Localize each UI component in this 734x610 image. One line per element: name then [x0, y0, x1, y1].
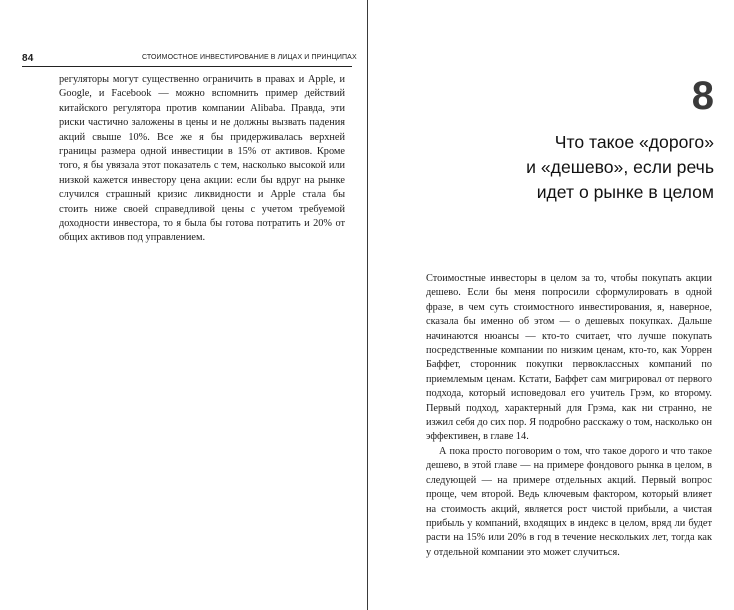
body-paragraph: регуляторы могут существенно ограничить в правах и Apple, и Google, и Facebook — можно вспомнить пример действий китайского регулятора против компании Alibaba. Правда, эти риски частично заложены в цены и не должны вызвать падения акций свыше 10%. Все же я бы придерживалась верхней границы размера одной инвестиции в 15% от активов. Кроме того, я бы увязала этот показатель с тем, насколько высокой или низкой кажется инвестору цена акции: если бы вдруг на рынке случился страшный кризис ликвидности и Apple стала бы стоить ниже своей справедливой цены с учетом требуемой доходности инвестора, то я была бы готова потратить и 20% от общих активов под управлением.: [59, 74, 345, 244]
chapter-title: [394, 130, 714, 205]
header-rule: [22, 66, 352, 67]
running-head: СТОИМОСТНОЕ ИНВЕСТИРОВАНИЕ В ЛИЦАХ И ПРИНЦИПАХ: [142, 54, 357, 61]
body-paragraph: А пока просто поговорим о том, что такое дорого и что такое дешево, в этой главе — на примере фондового рынка в целом, в следующей — на примере отдельных акций. Первый вопрос проще, чем второй. Ведь ключевым фактором, который влияет на стоимость акций, является рост чистой прибыли, а чистая прибыль у компаний, входящих в индекс в целом, вряд ли будет расти на 15% или 20% в год в течение нескольких лет, тогда как у отдельной компании это может случиться.: [426, 445, 712, 558]
right-page: [368, 0, 734, 610]
chapter-number: 8: [691, 74, 714, 118]
chapter-title-line: идет о рынке в целом: [536, 182, 714, 202]
body-paragraph: Стоимостные инвесторы в целом за то, чтобы покупать акции дешево. Если бы меня попросили сформулировать в одной фразе, в чем суть стоимостного инвестирования, я, наверное, сказала бы именно об этом — о дешевых покупках. Дальше начинаются нюансы — кто-то считает, что лучше покупать посредственные компании по низким ценам, кто-то, как Уоррен Баффет, сторонник покупки первоклассных компаний по приемлемым ценам. Кстати, Баффет сам мигрировал от первого подхода, который исповедовал его учитель Грэм, ко второму. Первый подход, характерный для Грэма, как ни странно, не изжил себя до сих пор. Я подробно расскажу о том, насколько он эффективен, в главе 14.: [426, 273, 712, 443]
chapter-body: [426, 272, 712, 560]
chapter-title-line: Что такое «дорого»: [554, 132, 714, 152]
chapter-title-line: и «дешево», если речь: [526, 157, 714, 177]
page-number: 84: [22, 53, 34, 64]
